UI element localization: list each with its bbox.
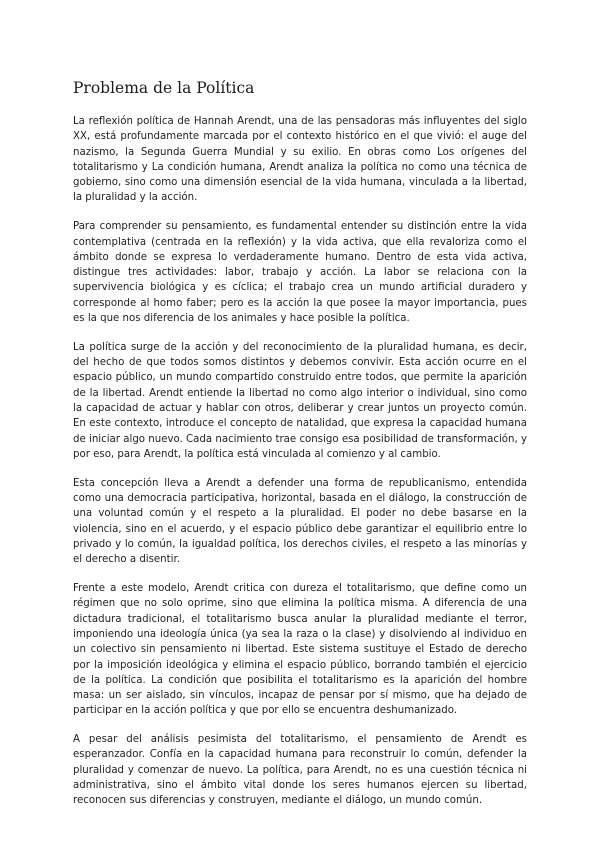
page-title: Problema de la Política <box>73 79 255 97</box>
paragraph-1: La reflexión política de Hannah Arendt, una de las pensadoras más influyentes del siglo XX, está profundamente marcada por el contexto histórico en el que vivió: el auge del nazismo, la Segunda Guerra Mundial y su exilio. En obras como Los orígenes del totalitarismo y La condición humana, Arendt analiza la política no como una técnica de gobierno, sino como una dimensión esencial de la vida humana, vinculada a la libertad, la pluralidad y la acción. <box>73 116 527 204</box>
paragraph-4: Esta concepción lleva a Arendt a defender una forma de republicanismo, entendida como una democracia participativa, horizontal, basada en el diálogo, la construcción de una voluntad común y el respeto a la pluralidad. El poder no debe basarse en la violencia, sino en el acuerdo, y el espacio público debe garantizar el equilibrio entre lo privado y lo común, la igualdad política, los derechos civiles, el respeto a las minorías y el derecho a disentir. <box>73 477 527 566</box>
paragraph-3: La política surge de la acción y del reconocimiento de la pluralidad humana, es decir, del hecho de que todos somos distintos y debemos convivir. Esta acción ocurre en el espacio público, un mundo compartido construido entre todos, que permite la aparición de la libertad. Arendt entiende la libertad no como algo interior o individual, sino como la capacidad de actuar y hablar con otros, deliberar y crear juntos un proyecto común. En este contexto, introduce el concepto de natalidad, que expresa la capacidad humana de iniciar algo nuevo. Cada nacimiento trae consigo esa posibilidad de transformación, y por eso, para Arendt, la política está vinculada al comienzo y al cambio. <box>73 341 527 460</box>
paragraph-5: Frente a este modelo, Arendt critica con dureza el totalitarismo, que define como un régimen que no solo oprime, sino que elimina la política misma. A diferencia de una dictadura tradicional, el totalitarismo busca anular la pluralidad mediante el terror, imponiendo una ideología única (ya sea la raza o la clase) y disolviendo al individuo en un colectivo sin pensamiento ni libertad. Este sistema sustituye el Estado de derecho por la imposición ideológica y elimina el espacio público, borrando también el ejercicio de la política. La condición que posibilita el totalitarismo es la aparición del hombre masa: un ser aislado, sin vínculos, incapaz de pensar por sí mismo, que ha dejado de participar en la acción política y que por ello se encuentra deshumanizado. <box>73 583 527 717</box>
paragraph-6: A pesar del análisis pesimista del totalitarismo, el pensamiento de Arendt es esperanzador. Confía en la capacidad humana para reconstruir lo común, defender la pluralidad y comenzar de nuevo. La política, para Arendt, no es una cuestión técnica ni administrativa, sino el ámbito vital donde los seres humanos ejercen su libertad, reconocen sus diferencias y construyen, mediante el diálogo, un mundo común. <box>73 734 527 807</box>
paragraph-2: Para comprender su pensamiento, es fundamental entender su distinción entre la vida contemplativa (centrada en la reflexión) y la vida activa, que ella revaloriza como el ámbito donde se expresa lo verdaderamente humano. Dentro de esta vida activa, distingue tres actividades: labor, trabajo y acción. La labor se relaciona con la supervivencia biológica y es cíclica; el trabajo crea un mundo artificial duradero y corresponde al homo faber; pero es la acción la que posee la mayor importancia, pues es la que nos diferencia de los animales y hace posible la política. <box>73 221 527 325</box>
